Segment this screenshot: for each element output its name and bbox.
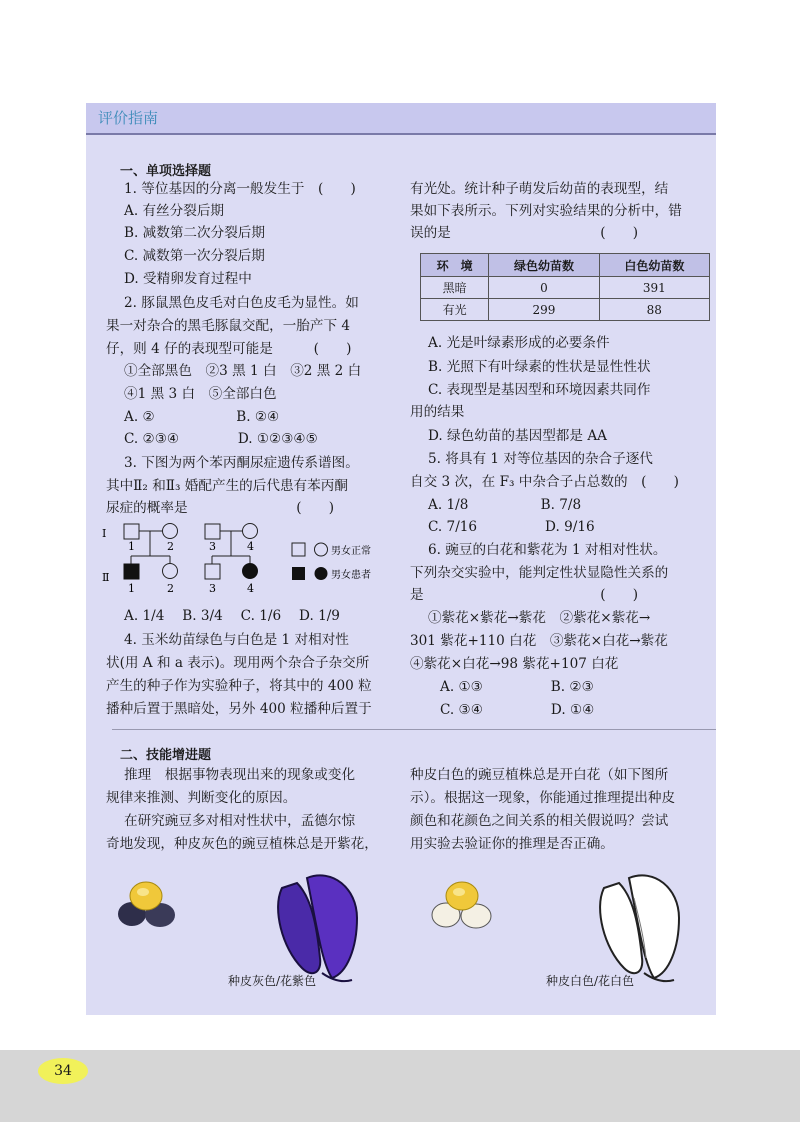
bottom-band: [0, 1050, 800, 1122]
text-line: 有光处。统计种子萌发后幼苗的表现型，结: [410, 181, 669, 197]
text-line: 下列杂交实验中，能判定性状显隐性关系的: [410, 565, 669, 581]
legend-normal-label: 男女正常: [331, 546, 371, 557]
table-cell: 黑暗: [421, 277, 489, 299]
legend-female-normal-symbol: [315, 543, 328, 556]
text-line: D. 绿色幼苗的基因型都是 AA: [428, 428, 607, 444]
text-line: 在研究豌豆多对相对性状中，孟德尔惊: [124, 813, 356, 829]
text-line: C. 表现型是基因型和环境因素共同作: [428, 382, 651, 398]
table-header-cell: 白色幼苗数: [599, 254, 709, 277]
text-line: 颜色和花颜色之间关系的相关假说吗？尝试: [410, 813, 669, 829]
text-line: ①全部黑色 ②3 黑 1 白 ③2 黑 2 白: [124, 363, 362, 379]
table-cell: 299: [489, 299, 599, 321]
text-line: 奇地发现，种皮灰色的豌豆植株总是开紫花，: [106, 836, 378, 852]
table-cell: 有光: [421, 299, 489, 321]
table-cell: 0: [489, 277, 599, 299]
text-line: 仔，则 4 仔的表现型可能是 ( ): [106, 341, 352, 357]
text-line: 推理 根据事物表现出来的现象或变化: [124, 767, 356, 783]
caption-white-white: 种皮白色/花白色: [546, 974, 635, 988]
text-line: 尿症的概率是 ( ): [106, 500, 335, 516]
text-line: 用实验去验证你的推理是否正确。: [410, 836, 614, 852]
text-line: A. 光是叶绿素形成的必要条件: [428, 335, 610, 351]
affected-female-symbol: [243, 564, 258, 579]
text-line: ①紫花×紫花→紫花 ②紫花×紫花→: [428, 610, 651, 626]
normal-female-symbol: [163, 524, 178, 539]
header-bar: [86, 103, 716, 135]
text-line: 是 ( ): [410, 587, 639, 603]
text-line: 产生的种子作为实验种子，将其中的 400 粒: [106, 678, 372, 694]
pedigree-diagram: [100, 520, 400, 600]
text-line: C. 7/16 D. 9/16: [428, 519, 595, 535]
text-line: 用的结果: [410, 404, 465, 420]
text-line: 6. 豌豆的白花和紫花为 1 对相对性状。: [428, 542, 667, 558]
page-title: 评价指南: [98, 109, 159, 127]
text-line: 播种后置于黑暗处，另外 400 粒播种后置于: [106, 701, 372, 717]
table-row: [421, 277, 710, 299]
text-line: C. ③④ D. ①④: [440, 702, 595, 718]
legend-affected-label: 男女患者: [331, 570, 371, 581]
generation-label: Ⅰ: [102, 527, 107, 540]
results-table: [420, 253, 710, 321]
text-line: A. 有丝分裂后期: [124, 203, 225, 219]
white-seeds-illustration: [424, 878, 504, 938]
text-line: A. 1/8 B. 7/8: [428, 497, 582, 513]
normal-male-symbol: [205, 564, 220, 579]
table-header-cell: 绿色幼苗数: [489, 254, 599, 277]
text-line: C. ②③④ D. ①②③④⑤: [124, 431, 318, 447]
text-line: 自交 3 次，在 F₃ 中杂合子占总数的 ( ): [410, 474, 679, 490]
caption-gray-purple: 种皮灰色/花紫色: [228, 974, 317, 988]
text-line: 示）。根据这一现象，你能通过推理提出种皮: [410, 790, 676, 806]
individual-number: 4: [247, 582, 254, 595]
text-line: 误的是 ( ): [410, 225, 639, 241]
individual-number: 1: [128, 582, 135, 595]
individual-number: 3: [209, 540, 216, 553]
text-line: 1. 等位基因的分离一般发生于 ( ): [124, 181, 356, 197]
text-line: 3. 下图为两个苯丙酮尿症遗传系谱图。: [124, 455, 359, 471]
text-line: 果如下表所示。下列对实验结果的分析中，错: [410, 203, 682, 219]
text-line: 规律来推测、判断变化的原因。: [106, 790, 297, 806]
text-line: B. 减数第二次分裂后期: [124, 225, 265, 241]
normal-male-symbol: [124, 524, 139, 539]
text-line: A. 1/4 B. 3/4 C. 1/6 D. 1/9: [124, 608, 340, 624]
gray-seeds-illustration: [108, 878, 188, 938]
text-line: ④紫花×白花→98 紫花+107 白花: [410, 656, 619, 672]
table-cell: 88: [599, 299, 709, 321]
legend-female-affected-symbol: [315, 567, 328, 580]
text-line: 4. 玉米幼苗绿色与白色是 1 对相对性: [124, 632, 349, 648]
affected-male-symbol: [124, 564, 139, 579]
table-cell: 391: [599, 277, 709, 299]
text-line: A. ①③ B. ②③: [440, 679, 594, 695]
text-line: C. 减数第一次分裂后期: [124, 248, 265, 264]
individual-number: 4: [247, 540, 254, 553]
text-line: 种皮白色的豌豆植株总是开白花（如下图所: [410, 767, 669, 783]
table-header-row: [421, 254, 710, 277]
text-line: 状(用 A 和 a 表示)。现用两个杂合子杂交所: [106, 655, 370, 671]
individual-number: 3: [209, 582, 216, 595]
section-divider: [112, 729, 716, 730]
individual-number: 2: [167, 582, 174, 595]
purple-flower-illustration: [262, 868, 372, 988]
section2-title: 二、技能增进题: [120, 748, 212, 763]
normal-male-symbol: [205, 524, 220, 539]
text-line: 2. 豚鼠黑色皮毛对白色皮毛为显性。如: [124, 295, 359, 311]
generation-label: Ⅱ: [102, 571, 110, 584]
table-header-cell: 环 境: [421, 254, 489, 277]
section1-title: 一、单项选择题: [120, 164, 212, 179]
text-line: ④1 黑 3 白 ⑤全部白色: [124, 386, 277, 402]
text-line: 5. 将具有 1 对等位基因的杂合子逐代: [428, 451, 653, 467]
text-line: A. ② B. ②④: [124, 409, 280, 425]
text-line: 301 紫花+110 白花 ③紫花×白花→紫花: [410, 633, 668, 649]
normal-female-symbol: [243, 524, 258, 539]
text-line: D. 受精卵发育过程中: [124, 271, 252, 287]
table-row: [421, 299, 710, 321]
text-line: 果一对杂合的黑毛豚鼠交配，一胎产下 4: [106, 318, 351, 334]
text-line: B. 光照下有叶绿素的性状是显性性状: [428, 359, 651, 375]
legend-male-affected-symbol: [292, 567, 305, 580]
page-number: 34: [38, 1058, 88, 1084]
legend-male-normal-symbol: [292, 543, 305, 556]
individual-number: 2: [167, 540, 174, 553]
text-line: 其中Ⅱ₂ 和Ⅱ₃ 婚配产生的后代患有苯丙酮: [106, 478, 348, 494]
white-flower-illustration: [584, 868, 694, 988]
normal-female-symbol: [163, 564, 178, 579]
individual-number: 1: [128, 540, 135, 553]
